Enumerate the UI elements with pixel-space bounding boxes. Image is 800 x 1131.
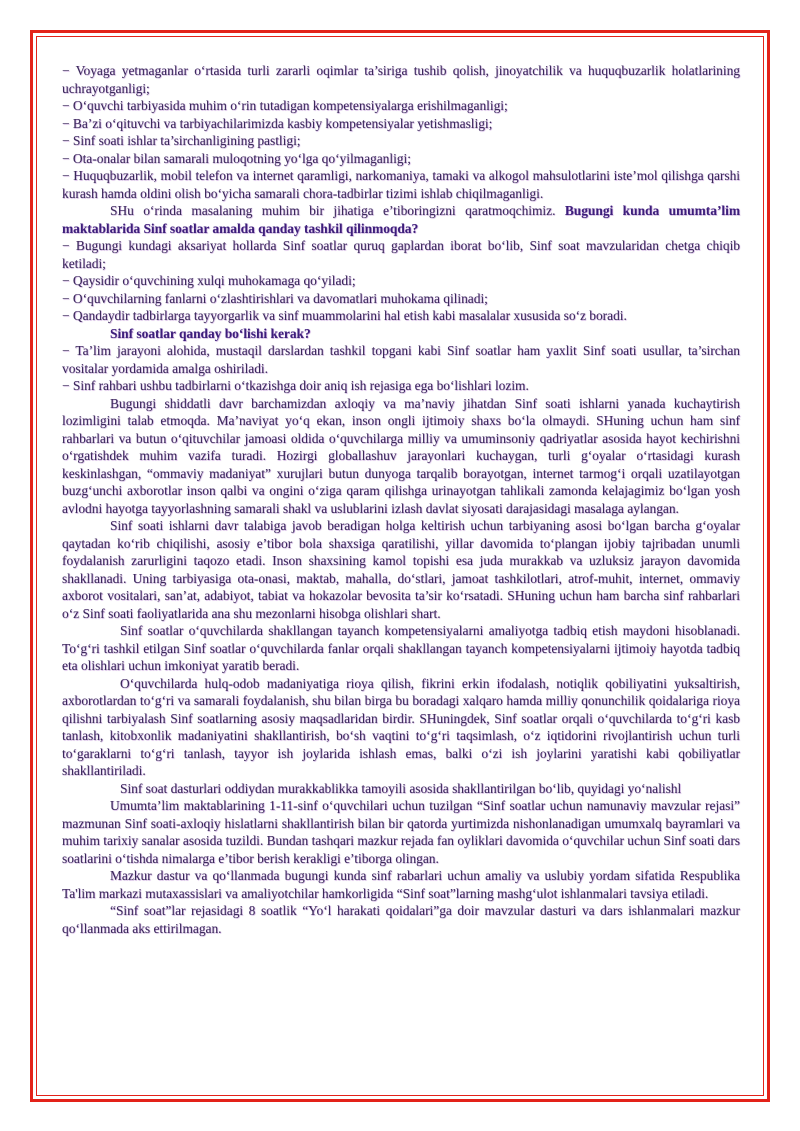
list-item: − Qandaydir tadbirlarga tayyorgarlik va sinf muammolarini hal etish kabi masalalar xususida so‘z boradi. (62, 308, 627, 323)
section-heading: Sinf soatlar qanday bo‘lishi kerak? (110, 325, 311, 341)
list-item: − Ota-onalar bilan samarali muloqotning yo‘lga qo‘yilmaganligi; (62, 150, 411, 166)
list-item: − O‘quvchi tarbiyasida muhim o‘rin tutadigan kompetensiyalarga erishilmaganligi; (62, 98, 508, 113)
question-heading: Bugungi kunda umumta’lim maktablarida Sinf soatlar amalda qanday tashkil qilinmoqda? (62, 203, 740, 236)
paragraph: O‘quvchilarda hulq-odob madaniyatiga rioya qilish, fikrini erkin ifodalash, notiqlik qobiliyatini yuksaltirish, axborotlardan to‘g‘ri va samarali foydalanish, shu bilan birga bu boradagi xalqaro hamda milliy qonunchilik qoidalariga rioya qilishni tarbiyalash Sinf soatlarning asosiy maqsadlaridan birdir. SHuningdek, Sinf soatlar orqali o‘quvchilarda to‘g‘ri kasb tanlash, kitobxonlik madaniyatini shakllantirish, bo‘sh vaqtini to‘g‘ri taqsimlash, o‘z iqtidorini rivojlantirish uchun turli to‘garaklarni to‘g‘ri tanlash, tayyor ish joylarida ishlash emas, balki o‘zi ish joylarini yaratishi kabi qobiliyatlar shakllantiriladi. (62, 675, 740, 778)
list-item: − Voyaga yetmaganlar o‘rtasida turli zararli oqimlar ta’siriga tushib qolish, jinoyatchilik va huquqbuzarlik holatlarining uchrayotganligi; (62, 63, 740, 96)
list-item: − Qaysidir o‘quvchining xulqi muhokamaga qo‘yiladi; (62, 273, 356, 288)
list-item: − Sinf rahbari ushbu tadbirlarni o‘tkazishga doir aniq ish rejasiga ega bo‘lishlari lozim. (62, 378, 529, 393)
paragraph: Sinf soatlar o‘quvchilarda shakllangan tayanch kompetensiyalarni amaliyotga tadbiq etish maydoni hisoblanadi. To‘g‘ri tashkil etilgan Sinf soatlar o‘quvchilarda fanlar orqali shakllangan tayanch kompetensiyalarni ijtimoiy hayotda tadbiq eta olishlari uchun imkoniyat yaratib beradi. (62, 623, 740, 673)
list-item: − Huquqbuzarlik, mobil telefon va internet qaramligi, narkomaniya, tamaki va alkogol mahsulotlarini iste’mol qilishga qarshi kurash hamda oldini olish bo‘yicha samarali chora-tadbirlar tizimi ishlab chiqilmaganligi. (62, 168, 740, 201)
paragraph: Mazkur dastur va qo‘llanmada bugungi kunda sinf rabarlari uchun amaliy va uslubiy yordam sifatida Respublika Ta'lim markazi mutaxassislari va amaliyotchilar hamkorligida “Sinf soat”larning mashg‘ulot ishlanmalari tavsiya etiladi. (62, 868, 740, 901)
paragraph-question-intro (62, 202, 740, 237)
list-item: − Sinf soati ishlar ta’sirchanligining pastligi; (62, 133, 301, 148)
paragraph: Sinf soat dasturlari oddiydan murakkablikka tamoyili asosida shakllantirilgan bo‘lib, quyidagi yo‘nalishl (120, 780, 682, 796)
list-item: − O‘quvchilarning fanlarni o‘zlashtirishlari va davomatlari muhokama qilinadi; (62, 290, 488, 306)
paragraph: Sinf soati ishlarni davr talabiga javob beradigan holga keltirish uchun tarbiyaning asosi bo‘lgan barcha g‘oyalar qaytadan ko‘rib chiqilishi, asosiy e’tibor bola shaxsiga qaratilishi, yillar davomida to‘plangan ijobiy tajribadan unumli foydalanish zarurligini taqozo etadi. Inson shaxsining kamol topishi esa juda murakkab va uzluksiz jarayon davomida shakllanadi. Uning tarbiyasiga ota-onasi, maktab, mahalla, do‘stlari, jamoat tashkilotlari, atrof-muhit, internet, ommaviy axborot vositalari, san’at, adabiyot, tabiat va hokazolar bevosita ta’sir ko‘rsatadi. SHuning uchun ham barcha sinf rahbarlari o‘z Sinf soati faoliyatlarida ana shu mezonlarni hisobga olishlari shart. (62, 518, 740, 621)
document-body (62, 62, 740, 937)
list-item: − Ba’zi o‘qituvchi va tarbiyachilarimizda kasbiy kompetensiyalar yetishmasligi; (62, 115, 493, 131)
paragraph: Umumta’lim maktablarining 1-11-sinf o‘quvchilari uchun tuzilgan “Sinf soatlar uchun namunaviy mavzular rejasi” mazmunan Sinf soati-axloqiy hislatlarni shakllantirish bilan bir qatorda yurtimizda nishonlanadigan umumxalq bayramlari va muhim tarixiy sanalar asosida tuzildi. Bundan tashqari mazkur rejada fan oyliklari davomida o‘quvchilar uchun Sinf soati dars soatlarini o‘tishda nimalarga e’tibor berish kerakligi e’tiborga olingan. (62, 798, 740, 866)
paragraph: Bugungi shiddatli davr barchamizdan axloqiy va ma’naviy jihatdan Sinf soati ishlarni yanada kuchaytirish lozimligini talab etmoqda. Ma’naviyat yo‘q ekan, inson ongli ijtimoiy shaxs bo‘la olmaydi. SHuning uchun ham sinf rahbarlari va butun o‘qituvchilar jamoasi oldida o‘quvchilarga milliy va umuminsoniy qadriyatlar asosida hayot kechirishni o‘rgatishdek muhim vazifa turadi. Hozirgi globallashuv jarayonlari kuchaygan, turli g‘oyalar o‘rtasidagi kurash keskinlashgan, “ommaviy madaniyat” xurujlari butun dunyoga tarqalib borayotgan, internet tarmog‘i orqali uzatilayotgan buzg‘unchi axborotlar inson qalbi va ongini o‘ziga qaram qilishga urinayotgan tahlikali zamonda kelajagimiz bo‘lgan yosh avlodni hayotga tayyorlashning samarali shakl va uslublarini izlash davlat siyosati darajasidagi masalaga aylangan. (62, 395, 740, 516)
paragraph-text: SHu o‘rinda masalaning muhim bir jihatiga e’tiboringizni qaratmoqchimiz. (110, 203, 565, 218)
paragraph: “Sinf soat”lar rejasidagi 8 soatlik “Yo‘l harakati qoidalari”ga doir mavzular dasturi va dars ishlanmalari mazkur qo‘llanmada aks ettirilmagan. (62, 903, 740, 936)
list-item: − Ta’lim jarayoni alohida, mustaqil darslardan tashkil topgani kabi Sinf soatlar ham yaxlit Sinf soati usullar, ta’sirchan vositalar yordamida amalga oshiriladi. (62, 343, 740, 376)
list-item: − Bugungi kundagi aksariyat hollarda Sinf soatlar quruq gaplardan iborat bo‘lib, Sinf soat mavzularidan chetga chiqib ketiladi; (62, 238, 740, 271)
